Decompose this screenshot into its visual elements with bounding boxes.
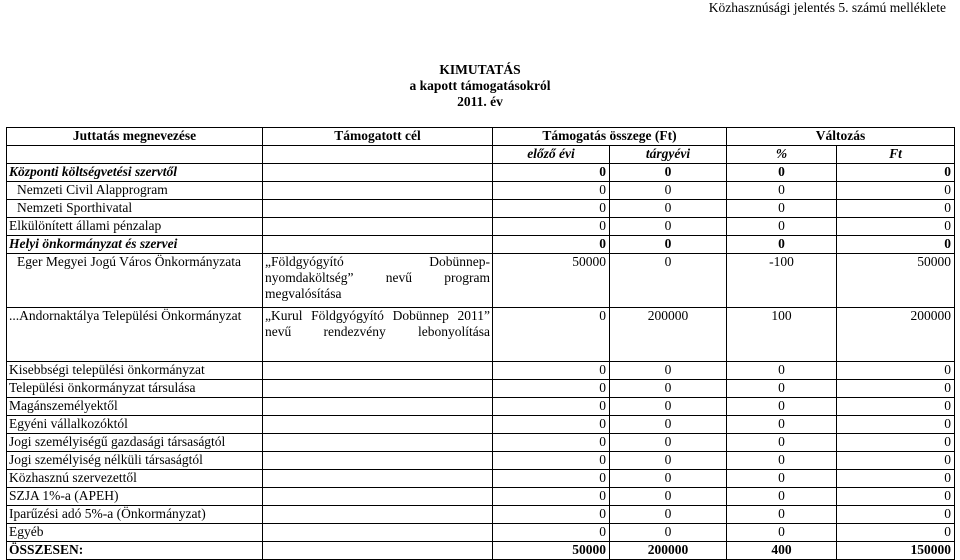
table-row: Eger Megyei Jogú Város Önkormányzata „Földgyógyító Dobünnep-nyomdaköltség” nevű program megvalósítása 50000 0 -100 50000 [7, 254, 955, 308]
table-row: Központi költségvetési szervtől 0 0 0 0 [7, 164, 955, 182]
col-elozo: előző évi [493, 146, 610, 164]
table-row: Elkülönített állami pénzalap 0 0 0 0 [7, 218, 955, 236]
document-title [0, 62, 960, 110]
header-row-1 [7, 128, 955, 146]
support-table [6, 127, 955, 560]
title-line-3: 2011. év [457, 94, 503, 109]
table-row: Közhasznú szervezettől 0 0 0 0 [7, 470, 955, 488]
col-valtozas: Változás [727, 128, 955, 146]
table-row: Nemzeti Sporthivatal 0 0 0 0 [7, 200, 955, 218]
col-osszeg: Támogatás összege (Ft) [493, 128, 727, 146]
table-row: Egyéb 0 0 0 0 [7, 524, 955, 542]
table-row: Jogi személyiség nélküli társaságtól 0 0 0 0 [7, 452, 955, 470]
table-row: SZJA 1%-a (APEH) 0 0 0 0 [7, 488, 955, 506]
table-row: Magánszemélyektől 0 0 0 0 [7, 398, 955, 416]
table-row: ...Andornaktálya Települési Önkormányzat „Kurul Földgyógyító Dobünnep 2011” nevű rendezvény lebonyolítása 0 200000 100 200000 [7, 308, 955, 362]
title-line-1: KIMUTATÁS [439, 62, 521, 77]
header-note: Közhasznúsági jelentés 5. számú melléklete [708, 0, 946, 15]
col-ft: Ft [837, 146, 955, 164]
col-juttatas: Juttatás megnevezése [7, 128, 263, 146]
table-row: Települési önkormányzat társulása 0 0 0 0 [7, 380, 955, 398]
header-row-2 [7, 146, 955, 164]
total-row: ÖSSZESEN: 50000 200000 400 150000 [7, 542, 955, 560]
col-pct: % [727, 146, 837, 164]
table-row: Nemzeti Civil Alapprogram 0 0 0 0 [7, 182, 955, 200]
table-row: Jogi személyiségű gazdasági társaságtól 0 0 0 0 [7, 434, 955, 452]
table-row: Helyi önkormányzat és szervei 0 0 0 0 [7, 236, 955, 254]
table-row: Iparűzési adó 5%-a (Önkormányzat) 0 0 0 0 [7, 506, 955, 524]
table-row: Kisebbségi települési önkormányzat 0 0 0 0 [7, 362, 955, 380]
col-targy: tárgyévi [610, 146, 727, 164]
table-row: Egyéni vállalkozóktól 0 0 0 0 [7, 416, 955, 434]
col-cel: Támogatott cél [263, 128, 493, 146]
title-line-2: a kapott támogatásokról [409, 78, 551, 93]
